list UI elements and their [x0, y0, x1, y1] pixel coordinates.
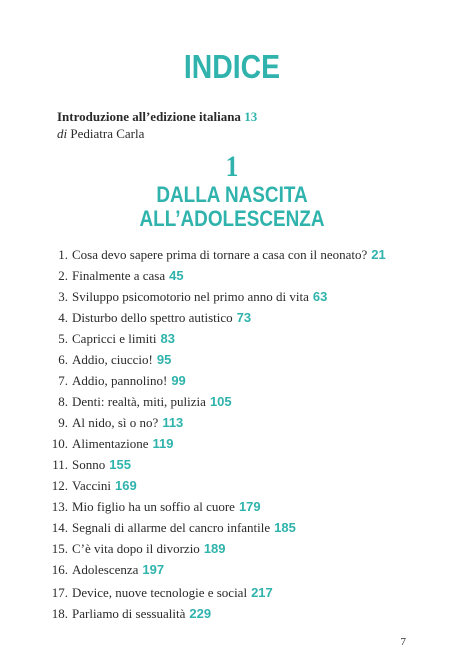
toc-entry-number: 12. [51, 478, 68, 493]
toc-entry-number: 18. [51, 606, 68, 621]
toc-entry-title: Adolescenza [72, 562, 139, 577]
toc-entry-page: 197 [142, 562, 165, 577]
toc-entry [40, 329, 175, 349]
toc-entry-title: Mio figlio ha un soffio al cuore [72, 499, 235, 514]
toc-entry [40, 413, 183, 433]
toc-entry-page: 179 [238, 499, 261, 514]
toc-entry-number: 2. [58, 268, 68, 283]
toc-entry-page: 169 [114, 478, 137, 493]
toc-entry-number: 16. [51, 562, 68, 577]
toc-entry-number: 8. [58, 394, 68, 409]
toc-entry-title: Denti: realtà, miti, pulizia [72, 394, 206, 409]
intro-author [57, 125, 144, 143]
toc-entry-title: Al nido, sì o no? [72, 415, 159, 430]
toc-entry-number: 7. [58, 373, 68, 388]
toc-entry-title: Sviluppo psicomotorio nel primo anno di vita [72, 289, 309, 304]
toc-entry-title: Device, nuove tecnologie e social [72, 585, 248, 600]
toc-entry-page: 45 [169, 268, 184, 283]
intro-entry [57, 108, 257, 126]
toc-entry-title: Addio, ciuccio! [72, 352, 153, 367]
part-number: 1 [225, 150, 239, 183]
part-title-line1: DALLA NASCITA [156, 182, 308, 207]
toc-entry [40, 308, 251, 328]
toc-entry-title: Parliamo di sessualità [72, 606, 186, 621]
toc-entry-page: 73 [236, 310, 252, 325]
toc-entry [40, 392, 232, 412]
toc-entry-number: 5. [58, 331, 68, 346]
toc-entry-number: 13. [51, 499, 68, 514]
toc-entry-title: Sonno [72, 457, 106, 472]
part-title-line2: ALL’ADOLESCENZA [139, 206, 325, 231]
toc-entry [40, 434, 174, 454]
toc-entry-title: Finalmente a casa [72, 268, 166, 283]
toc-entry [40, 497, 261, 517]
toc-entry [40, 539, 226, 559]
toc-entry [40, 245, 386, 265]
toc-entry-page: 95 [156, 352, 172, 367]
toc-entry-title: Vaccini [72, 478, 111, 493]
toc-entry-number: 10. [51, 436, 68, 451]
toc-entry-page: 113 [162, 415, 184, 430]
toc-entry [40, 455, 131, 475]
toc-entry-page: 217 [251, 585, 273, 600]
toc-entry-title: Addio, pannolino! [72, 373, 168, 388]
toc-entry [40, 518, 296, 538]
toc-entry-number: 14. [51, 520, 68, 535]
toc-entry [40, 371, 186, 391]
toc-entry-number: 6. [58, 352, 68, 367]
toc-entry-page: 105 [209, 394, 232, 409]
toc-entry-number: 1. [58, 247, 68, 262]
intro-author-name: Pediatra Carla [67, 126, 145, 141]
page-folio: 7 [400, 636, 406, 648]
toc-entry-page: 99 [171, 373, 186, 388]
toc-entry-title: Cosa devo sapere prima di tornare a casa con il neonato? [72, 247, 368, 262]
toc-entry-title: Capricci e limiti [72, 331, 157, 346]
intro-author-prefix: di [57, 126, 68, 141]
toc-entry [40, 266, 184, 286]
toc-entry [40, 287, 327, 307]
toc-entry-page: 185 [274, 520, 296, 535]
toc-entry-number: 3. [58, 289, 68, 304]
toc-entry-title: C’è vita dopo il divorzio [72, 541, 200, 556]
toc-entry-title: Disturbo dello spettro autistico [72, 310, 233, 325]
intro-title: Introduzione all’edizione italiana [57, 109, 241, 124]
intro-page-number: 13 [244, 109, 258, 124]
toc-entry-number: 9. [58, 415, 68, 430]
toc-entry [40, 476, 137, 496]
toc-entry-page: 21 [371, 247, 386, 262]
page-title: INDICE [183, 48, 281, 85]
toc-entry-page: 229 [189, 606, 212, 621]
toc-entry-page: 83 [160, 331, 175, 346]
toc-entry-page: 119 [152, 436, 174, 451]
toc-entry-title: Segnali di allarme del cancro infantile [72, 520, 271, 535]
toc-entry [40, 560, 164, 580]
toc-entry-page: 63 [312, 289, 328, 304]
toc-entry-page: 155 [109, 457, 131, 472]
toc-entry [40, 350, 171, 370]
toc-entry-page: 189 [203, 541, 226, 556]
toc-entry-title: Alimentazione [72, 436, 149, 451]
toc-entry-number: 11. [52, 457, 68, 472]
toc-entry [40, 604, 211, 624]
toc-entry-number: 4. [58, 310, 68, 325]
toc-entry-number: 15. [51, 541, 68, 556]
toc-entry [40, 583, 273, 603]
toc-entry-number: 17. [51, 585, 68, 600]
